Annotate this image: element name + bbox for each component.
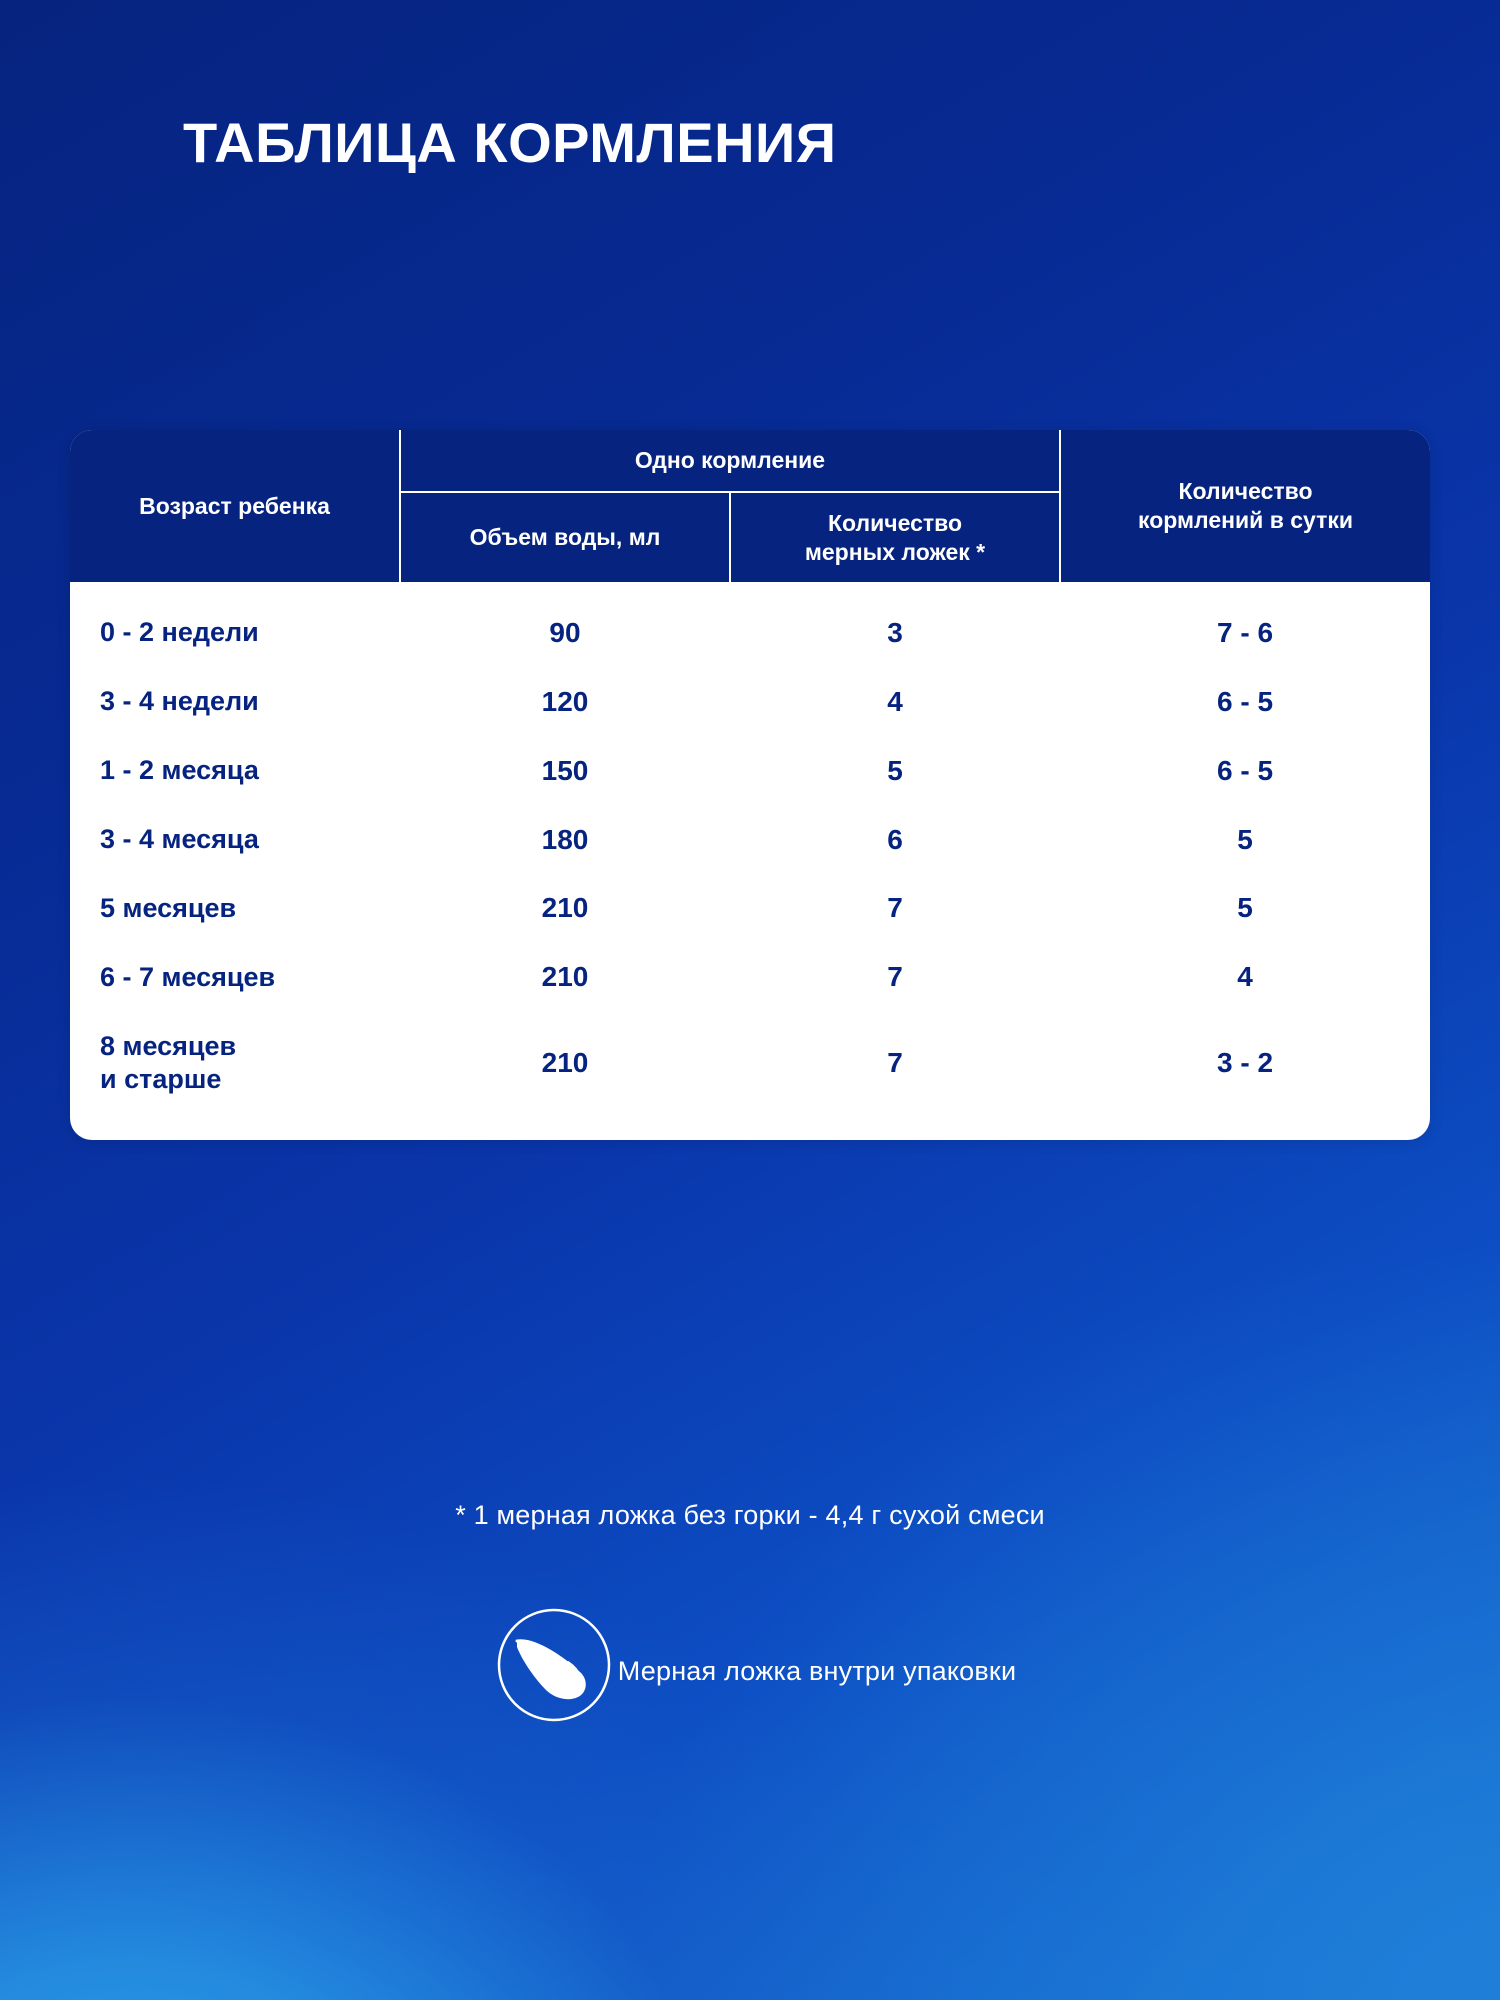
- feeding-table: [70, 430, 1430, 1140]
- cell-age: [70, 1012, 400, 1140]
- page-title: ТАБЛИЦА КОРМЛЕНИЯ: [183, 111, 837, 174]
- measuring-spoon-icon: [484, 1600, 624, 1730]
- header-feedings-per-day-label: [1061, 461, 1430, 551]
- table-row: [70, 943, 1430, 1012]
- cell-age: 0 - 2 недели: [100, 617, 259, 648]
- cell-water: 210: [541, 961, 589, 993]
- header-one-feeding: [400, 430, 1060, 492]
- header-one-feeding-label: Одно кормление: [634, 447, 826, 473]
- table-row: [70, 805, 1430, 874]
- cell-spoons: 6: [887, 823, 903, 855]
- header-feedings-per-day: [1060, 430, 1430, 582]
- table-head: [70, 430, 1430, 582]
- table-body: [70, 582, 1430, 1140]
- cell-age-line-2: и старше: [100, 1063, 222, 1094]
- cell-age: 6 - 7 месяцев: [100, 961, 276, 992]
- header-water-volume-label: Объем воды, мл: [469, 524, 661, 551]
- cell-feedings: 6 - 5: [1217, 685, 1274, 717]
- cell-water: 210: [541, 1046, 589, 1078]
- table-row: [70, 667, 1430, 736]
- cell-spoons: 4: [887, 685, 903, 717]
- header-spoon-count-label: [731, 493, 1059, 583]
- cell-water: 150: [541, 754, 589, 786]
- spoon-note-caption: Мерная ложка внутри упаковки: [617, 1655, 1017, 1686]
- cell-spoons: 5: [887, 754, 903, 786]
- feeding-table-card: [70, 430, 1430, 1140]
- cell-feedings: 5: [1237, 823, 1253, 855]
- table-row: [70, 874, 1430, 943]
- header-spoons-line-2: мерных ложек *: [804, 538, 986, 565]
- cell-water: 90: [549, 616, 581, 648]
- cell-feedings: 5: [1237, 892, 1253, 924]
- cell-feedings: 4: [1237, 961, 1253, 993]
- cell-age: 5 месяцев: [100, 893, 237, 923]
- table-row: [70, 736, 1430, 805]
- cell-feedings: 7 - 6: [1217, 616, 1274, 648]
- cell-age: 3 - 4 недели: [100, 686, 259, 717]
- cell-water: 120: [541, 685, 589, 717]
- cell-age: 3 - 4 месяца: [100, 824, 259, 855]
- header-spoon-count: [730, 492, 1060, 583]
- cell-spoons: 7: [887, 1046, 903, 1078]
- cell-age-line-1: 8 месяцев: [100, 1030, 237, 1061]
- cell-spoons: 7: [887, 961, 903, 993]
- cell-water: 180: [541, 823, 589, 855]
- footnote-text: * 1 мерная ложка без горки - 4,4 г сухой смеси: [455, 1500, 1045, 1530]
- header-age: [70, 430, 400, 582]
- cell-water: 210: [541, 892, 589, 924]
- header-water-volume: [400, 492, 730, 583]
- table-row: [70, 582, 1430, 667]
- header-feedings-line-1: Количество: [1178, 478, 1313, 505]
- cell-spoons: 3: [887, 616, 903, 648]
- header-age-label: Возраст ребенка: [139, 492, 330, 519]
- header-spoons-line-1: Количество: [827, 509, 963, 536]
- cell-spoons: 7: [887, 892, 903, 924]
- spoon-note: [0, 1600, 1500, 1730]
- cell-age: 1 - 2 месяца: [100, 755, 259, 786]
- cell-feedings: 6 - 5: [1217, 754, 1274, 786]
- cell-feedings: 3 - 2: [1217, 1046, 1274, 1078]
- header-feedings-line-2: кормлений в сутки: [1138, 507, 1354, 534]
- table-header-row-top: [70, 430, 1430, 492]
- table-row: [70, 1012, 1430, 1140]
